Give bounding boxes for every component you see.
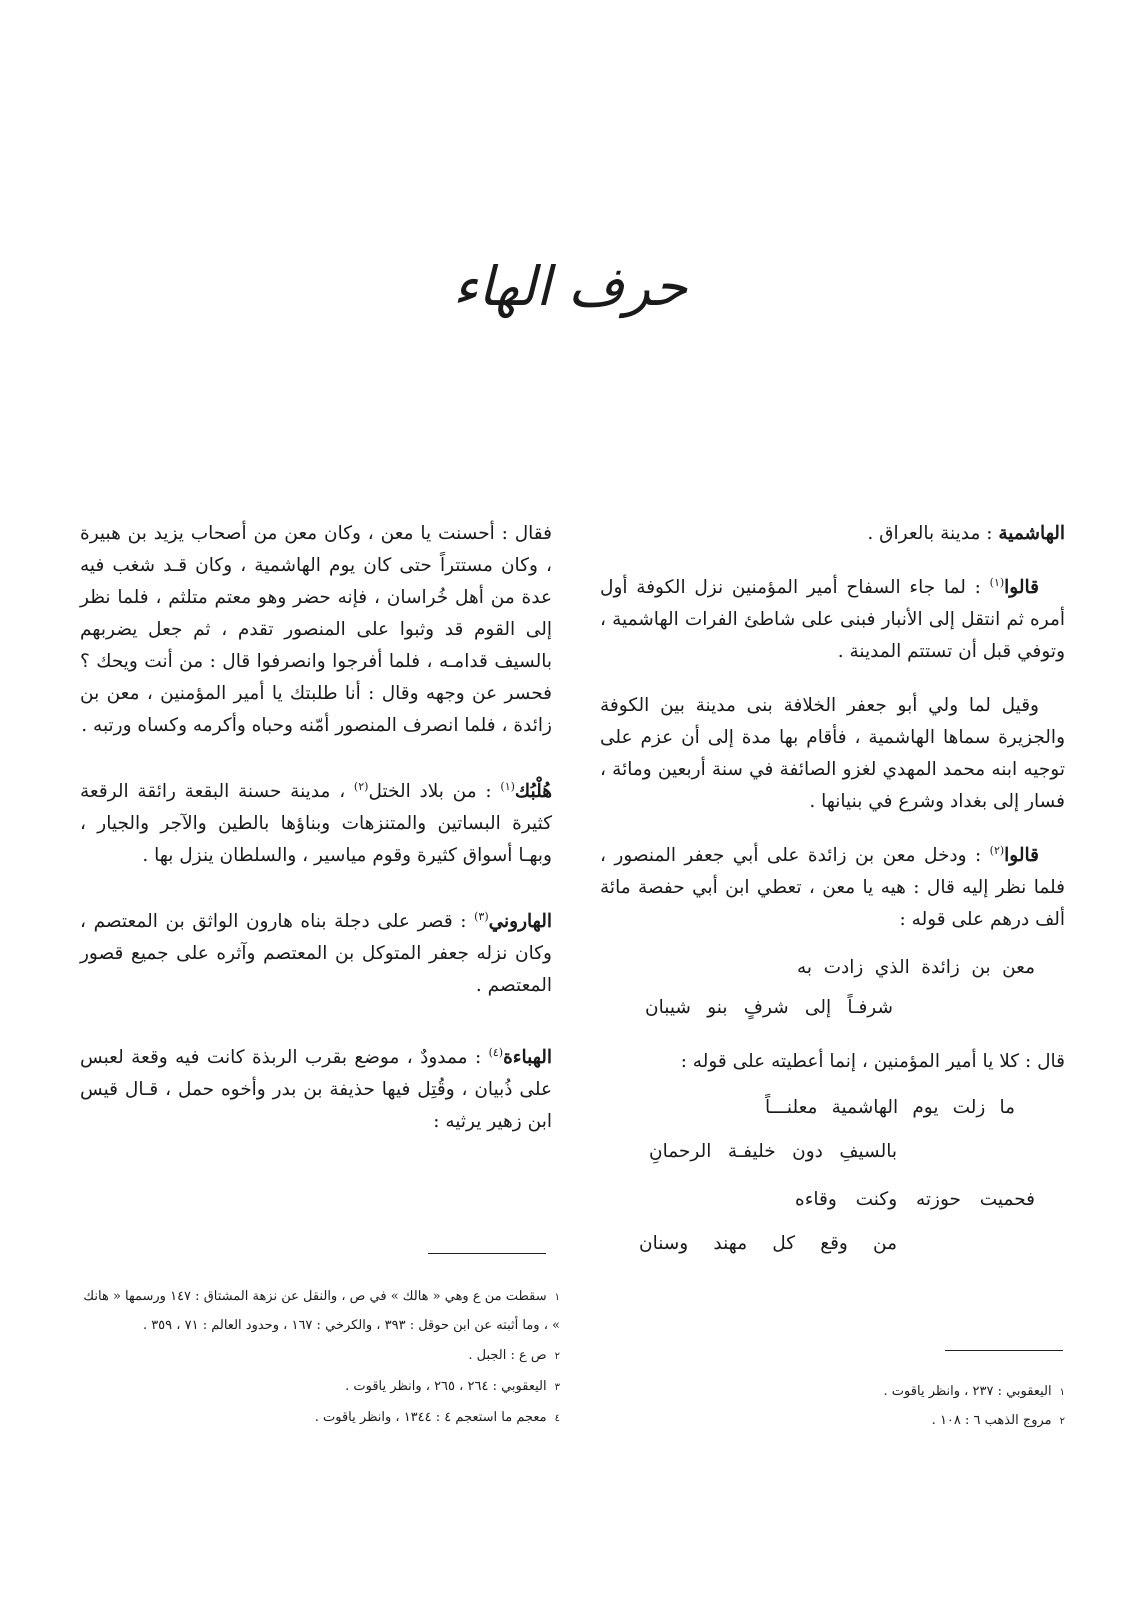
footnote-number: ١ xyxy=(1059,1387,1065,1398)
entry-head: قالوا xyxy=(1004,577,1039,598)
verse-word: به xyxy=(797,957,813,978)
verse-word: مهند xyxy=(713,1233,748,1254)
footnote-marker: (٢) xyxy=(353,779,369,793)
footnote-marker: (١) xyxy=(989,575,1005,589)
verse-line xyxy=(600,1184,1065,1228)
footnotes-left xyxy=(80,1283,560,1433)
footnote-number: ٤ xyxy=(554,1413,560,1424)
entry-head: الهاشمية xyxy=(998,523,1065,544)
paragraph-text: : قصر على دجلة بناه هارون الواثق بن المعتصم ، وكان نزله جعفر المتوكل بن المعتصم وآثره على جميع قصور المعتصم . xyxy=(80,911,552,996)
footnote-marker: (٤) xyxy=(488,1045,504,1059)
verse-word: دون xyxy=(792,1141,823,1162)
verse-word: شيبان xyxy=(645,997,691,1018)
verse-word: معن xyxy=(1002,957,1035,978)
verse-word: ما xyxy=(999,1097,1015,1118)
paragraph xyxy=(600,690,1065,818)
paragraph-text: ، مدينة حسنة البقعة رائقة الرقعة كثيرة البساتين والمتنزهات وبناؤها بالطين والآجر والجيار ، وبهـا أسواق كثيرة وقوم مياسير ، والسلطان ينزل بها . xyxy=(80,781,552,866)
verse-word: وقاءه xyxy=(795,1189,837,1210)
paragraph xyxy=(600,840,1065,936)
footnote-text: معجم ما استعجم ٤ : ١٣٤٤ ، وانظر ياقوت . xyxy=(314,1410,547,1425)
footnote xyxy=(80,1373,560,1402)
footnotes-right xyxy=(690,1378,1065,1436)
verse-word: الذي xyxy=(874,957,910,978)
footnote-number: ٢ xyxy=(1059,1416,1065,1427)
paragraph xyxy=(80,518,552,742)
verse-line xyxy=(600,1228,1065,1272)
footnote xyxy=(80,1283,560,1340)
paragraph xyxy=(600,1046,1065,1078)
entry-hulbuk xyxy=(80,776,552,872)
verse-word: وكنت xyxy=(855,1189,898,1210)
verse-word: وسنان xyxy=(639,1233,689,1254)
verse-word: شرفٍ xyxy=(743,997,789,1018)
verse-word: كل xyxy=(772,1233,796,1254)
paragraph-text: : لما جاء السفاح أمير المؤمنين نزل الكوفة أول أمره ثم انتقل إلى الأنبار فبنى على شاطئ الفرات الهاشمية ، وتوفي قبل أن تستتم المدينة . xyxy=(600,577,1065,662)
footnote-number: ١ xyxy=(554,1292,560,1303)
paragraph-text: قال : كلا يا أمير المؤمنين ، إنما أعطيته على قوله : xyxy=(680,1051,1065,1072)
verse-word: زلت xyxy=(952,1097,986,1118)
paragraph-text: وقيل لما ولي أبو جعفر الخلافة بنى مدينة بين الكوفة والجزيرة سماها الهاشمية ، فأقام بها مدة إلى أن عزم على توجيه ابنه محمد المهدي لغزو الصائفة في سنة أربعين ومائة ، فسار إلى بغداد وشرع في بنيانها . xyxy=(600,695,1065,812)
verse-word: خليفـة xyxy=(727,1141,776,1162)
entry-habaa xyxy=(80,1042,552,1138)
paragraph-text: : ممدودٌ ، موضع بقرب الربذة كانت فيه وقعة لعبس على ذُبيان ، وقُتِل فيها حذيفة بن بدر وأخوه حمل ، قـال قيس ابن زهير يرثيه : xyxy=(80,1047,552,1132)
footnote-text: مروج الذهب ٦ : ١٠٨ . xyxy=(931,1413,1052,1428)
footnote-text: اليعقوبي : ٢٦٤ ، ٢٦٥ ، وانظر ياقوت . xyxy=(345,1379,547,1394)
verse-word: حوزته xyxy=(915,1189,961,1210)
footnote-number: ٣ xyxy=(554,1382,560,1393)
verse-word: الهاشمية xyxy=(831,1097,899,1118)
verse-line xyxy=(600,1136,1065,1184)
verse-word: من xyxy=(873,1233,897,1254)
left-column xyxy=(80,518,552,1160)
verse-word: وقع xyxy=(820,1233,848,1254)
verse-word: زادت xyxy=(823,957,864,978)
verse-block xyxy=(600,952,1065,1032)
footnote-text: ص ع : الجبل . xyxy=(468,1348,547,1363)
entry-head: قالوا xyxy=(1004,845,1039,866)
verse-line xyxy=(600,952,1065,992)
verse-block xyxy=(600,1092,1065,1272)
entry-haruni xyxy=(80,906,552,1002)
verse-word: معلنـــاً xyxy=(765,1097,818,1118)
paragraph-text: : ودخل معن بن زائدة على أبي جعفر المنصور ، فلما نظر إليه قال : هيه يا معن ، تعطي ابن أبي حفصة مائة ألف درهم على قوله : xyxy=(600,845,1065,930)
entry-text: : مدينة بالعراق . xyxy=(867,523,999,544)
verse-word: بالسيفِ xyxy=(839,1141,897,1162)
footnote xyxy=(690,1407,1065,1436)
paragraph-text: فقال : أحسنت يا معن ، وكان معن من أصحاب يزيد بن هبيرة ، وكان مستتراً حتى كان يوم الهاشمية ، وكان قـد شغب فيه عدة من أهل خُراسان ، فإنه حضر وهو معتم متلثم ، فلما نظر إلى القوم قد وثبوا على المنصور تقدم ، ثم جعل يضربهم بالسيف قدامـه ، فلما أفرجوا وانصرفوا قال : من أنت ويحك ؟ فحسر عن وجهه وقال : أنا طلبتك يا أمير المؤمنين ، معن بن زائدة ، فلما انصرف المنصور أمّنه وحباه وأكرمه وكساه ورتبه . xyxy=(80,523,552,736)
verse-word: فحميت xyxy=(979,1189,1035,1210)
footnote-marker: (٢) xyxy=(989,843,1005,857)
footnote-rule xyxy=(428,1253,546,1254)
verse-word: الرحمانِ xyxy=(649,1141,712,1162)
paragraph-text: : من بلاد الختل xyxy=(368,781,501,802)
verse-word: يوم xyxy=(912,1097,939,1118)
entry-head: هُلْبُك xyxy=(514,781,552,802)
entry-head: الهباءة xyxy=(503,1047,552,1068)
verse-line xyxy=(600,992,1065,1032)
page-title: حرف الهاء xyxy=(452,255,688,318)
footnote xyxy=(80,1404,560,1433)
verse-word: إلى xyxy=(804,997,832,1018)
footnote xyxy=(80,1342,560,1371)
verse-word: بن xyxy=(971,957,991,978)
verse-word: شرفـاً xyxy=(847,997,893,1018)
footnote-rule xyxy=(945,1350,1063,1351)
footnote-marker: (١) xyxy=(500,779,515,793)
verse-word: بنو xyxy=(707,997,728,1018)
footnote-marker: (٣) xyxy=(474,909,489,923)
verse-word: زائدة xyxy=(921,957,960,978)
footnote xyxy=(690,1378,1065,1407)
footnote-text: اليعقوبي : ٢٣٧ ، وانظر ياقوت . xyxy=(883,1384,1052,1399)
footnote-text: سقطت من ع وهي « هالك » في ص ، والنقل عن نزهة المشتاق : ١٤٧ ورسمها « هانك » ، وما أثبته عن ابن حوقل : ٣٩٣ ، والكرخي : ١٦٧ ، وحدود العالم : ٧١ ، ٣٥٩ . xyxy=(83,1289,560,1333)
footnote-number: ٢ xyxy=(554,1351,560,1362)
verse-line xyxy=(600,1092,1065,1136)
entry-head: الهاروني xyxy=(488,911,552,932)
right-column xyxy=(600,518,1065,1272)
paragraph xyxy=(600,572,1065,668)
entry-hashimiya xyxy=(600,518,1065,550)
